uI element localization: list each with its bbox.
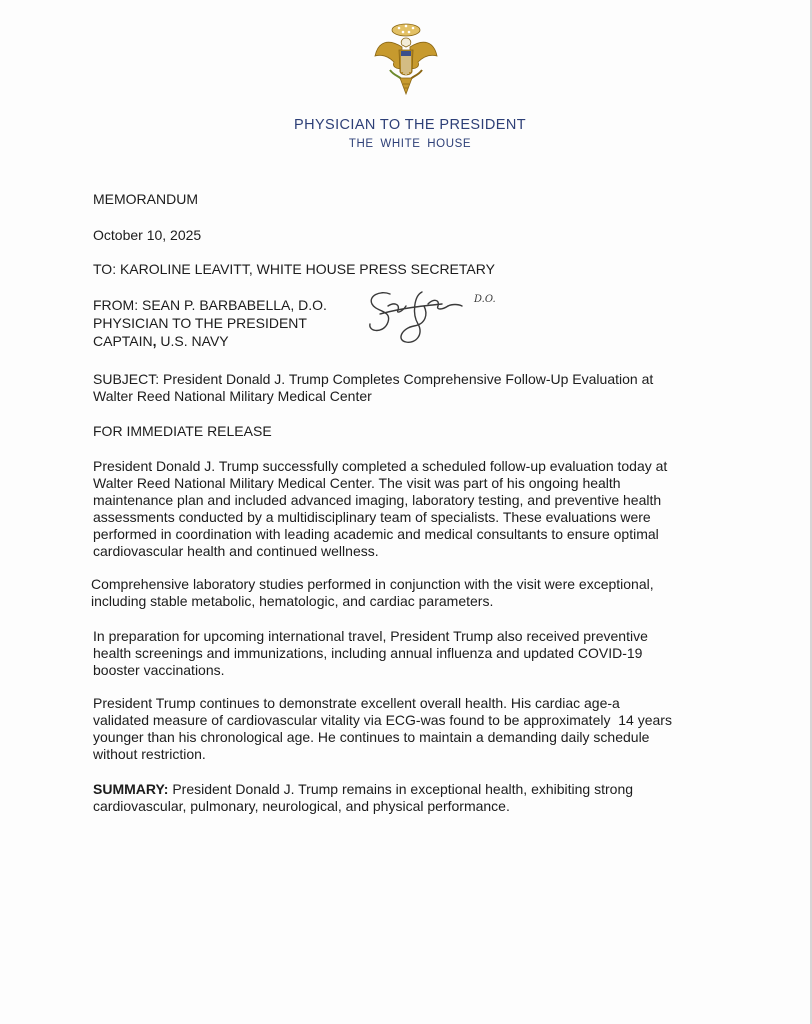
subject-line: SUBJECT: President Donald J. Trump Completes Comprehensive Follow-Up Evaluation at xyxy=(93,371,654,387)
rank-comma: , xyxy=(152,333,157,349)
paragraph-4 xyxy=(93,695,672,763)
paragraph-line: assessments conducted by a multidisciplinary team of specialists. These evaluations were xyxy=(93,509,651,525)
eagle-seal-icon xyxy=(372,20,440,98)
memo-subject xyxy=(93,371,653,405)
paragraph-line: President Donald J. Trump successfully completed a scheduled follow-up evaluation today at xyxy=(93,458,668,474)
paragraph-line: booster vaccinations. xyxy=(93,662,225,678)
summary-text-line: cardiovascular, pulmonary, neurological, and physical performance. xyxy=(93,798,510,814)
paragraph-3 xyxy=(93,628,648,679)
paragraph-line: performed in coordination with leading academic and medical consultants to ensure optimal xyxy=(93,526,659,542)
summary xyxy=(93,781,633,815)
memo-to: TO: KAROLINE LEAVITT, WHITE HOUSE PRESS SECRETARY xyxy=(93,261,495,277)
memo-from-rank xyxy=(93,333,229,349)
rank-suffix: U.S. NAVY xyxy=(156,333,229,349)
paragraph-line: In preparation for upcoming international travel, President Trump also received preventive xyxy=(93,628,648,644)
signature-suffix: D.O. xyxy=(474,294,496,305)
summary-text: President Donald J. Trump remains in exceptional health, exhibiting strong xyxy=(168,781,634,797)
paragraph-line: younger than his chronological age. He continues to maintain a demanding daily schedule xyxy=(93,729,650,745)
memo-from: FROM: SEAN P. BARBABELLA, D.O. xyxy=(93,297,327,313)
paragraph-line: without restriction. xyxy=(93,746,206,762)
paragraph-line: health screenings and immunizations, including annual influenza and updated COVID-19 xyxy=(93,645,643,661)
subject-line: Walter Reed National Military Medical Center xyxy=(93,388,372,404)
paragraph-line: maintenance plan and included advanced imaging, laboratory testing, and preventive health xyxy=(93,492,662,508)
paragraph-line: including stable metabolic, hematologic, and cardiac parameters. xyxy=(91,593,494,609)
release-notice: FOR IMMEDIATE RELEASE xyxy=(93,423,272,439)
letterhead-subtitle: THE WHITE HOUSE xyxy=(348,138,472,150)
signature-image xyxy=(362,284,512,346)
paragraph-line: Walter Reed National Military Medical Center. The visit was part of his ongoing health xyxy=(93,475,621,491)
paragraph-line: President Trump continues to demonstrate excellent overall health. His cardiac age-a xyxy=(93,695,620,711)
rank-prefix: CAPTAIN xyxy=(93,333,153,349)
paragraph-line: cardiovascular health and continued wellness. xyxy=(93,543,379,559)
paragraph-2 xyxy=(91,576,654,610)
memo-from-title: PHYSICIAN TO THE PRESIDENT xyxy=(93,315,307,331)
letterhead-title: PHYSICIAN TO THE PRESIDENT xyxy=(294,117,526,133)
memo-date: October 10, 2025 xyxy=(93,227,202,243)
paragraph-line: validated measure of cardiovascular vitality via ECG-was found to be approximately 14 years xyxy=(93,712,672,728)
paragraph-1 xyxy=(93,458,667,560)
memo-heading: MEMORANDUM xyxy=(93,191,198,207)
paragraph-line: Comprehensive laboratory studies performed in conjunction with the visit were exceptional, xyxy=(91,576,654,592)
summary-label: SUMMARY: xyxy=(93,781,169,797)
